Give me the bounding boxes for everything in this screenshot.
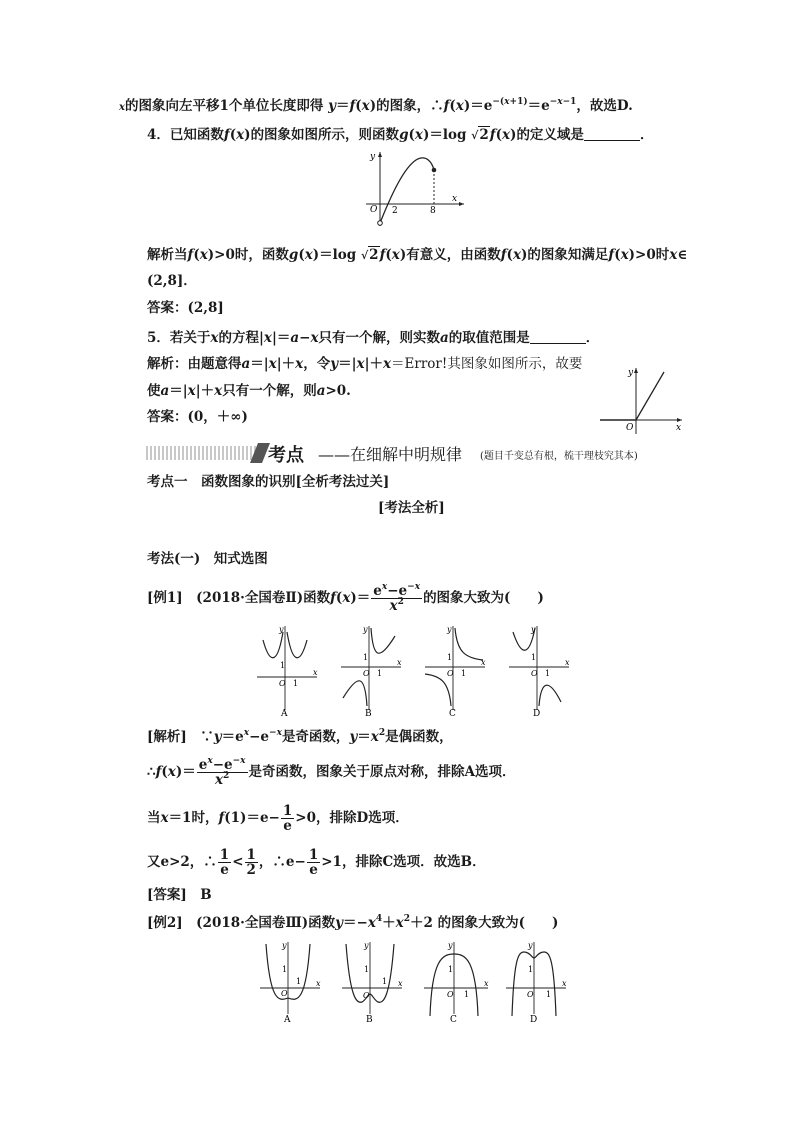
q4-tick-2: 2 [392,206,398,216]
svg-text:x: x [481,658,486,667]
ex1-graph-a [257,625,318,719]
example-1: [例1] (2018·全国卷Ⅱ)函数f(x)＝ $\frac{e^x-e^{-x}}{x^2}$ 的图象大致为( ) [147,582,544,614]
svg-text:1: 1 [448,965,454,974]
ex2-graph-c [424,941,489,1025]
line-1: x的图象向左平移1个单位长度即得 y＝f(x)的图象，$\therefore f(x)=e^{-(x+1)}=e^{-x-1}$，故选D. [119,97,633,114]
svg-text:y: y [364,941,369,950]
ex2-option-graphs [258,940,568,1026]
svg-text:1: 1 [528,965,534,974]
svg-text:x: x [565,658,570,667]
svg-text:y: y [279,625,284,634]
banner-note: (题目千变总有根，梳干理枝究其本) [480,451,638,462]
kaofa-1: 考法(一) 知式选图 [147,551,268,567]
svg-text:O: O [447,669,454,678]
q5-graph [596,364,686,436]
svg-text:1: 1 [293,679,299,688]
svg-text:y: y [363,625,368,634]
svg-text:y: y [282,941,287,950]
question-5: 5．若关于x的方程|x|＝a−x只有一个解，则实数a的取值范围是 ． [147,330,600,346]
banner-title: 考点 [268,445,304,466]
kaodian-1: 考点一 函数图象的识别[全析考法过关] [147,474,390,490]
svg-text:1: 1 [464,990,470,999]
svg-text:1: 1 [546,990,552,999]
svg-text:y: y [448,941,453,950]
ex1-graph-d [509,625,570,719]
q5-answer: 答案：(0，＋∞) [147,409,248,425]
svg-text:1: 1 [282,965,288,974]
svg-text:x: x [397,658,402,667]
svg-text:1: 1 [531,653,537,662]
svg-text:O: O [281,989,288,998]
ex1-option-c: C [449,709,456,719]
svg-text:O: O [527,990,534,999]
svg-text:y: y [447,625,452,634]
q5-origin: O [626,423,634,433]
banner-subtitle: ——在细解中明规律 [318,445,463,464]
banner-slash [250,443,270,463]
svg-text:y: y [531,625,536,634]
q5-xlab: x [676,423,682,433]
ex1-graph-c [425,625,486,719]
svg-text:1: 1 [545,669,551,678]
banner-stripes [146,446,256,460]
svg-text:O: O [531,669,538,678]
svg-text:O: O [363,991,370,1000]
ex2-graph-b [342,941,403,1025]
svg-text:1: 1 [364,965,370,974]
svg-text:1: 1 [382,977,388,986]
ex1-solution-2: ∴f(x)＝ $\frac{e^x-e^{-x}}{x^2}$ 是奇函数，图象关于原点对称，排除A选项． [147,756,516,788]
svg-text:1: 1 [447,653,453,662]
svg-text:1: 1 [461,669,467,678]
ex1-solution-1: [解析] $\because y=e^x-e^{-x}$是奇函数，$y=x^2$是偶函数， [147,728,453,745]
q5-ylab: y [628,368,634,378]
svg-text:x: x [562,979,567,988]
q4-solution-2: (2,8]． [147,273,197,289]
ex1-option-a: A [281,709,288,719]
svg-text:O: O [279,679,286,688]
q4-tick-8: 8 [430,206,436,216]
svg-text:x: x [316,979,321,988]
example-2: [例2] (2018·全国卷Ⅲ)函数$y=-x^4+x^2+2$ 的图象大致为( ) [147,914,559,931]
q5-solution-2: 使a＝|x|＋x只有一个解，则a>0. [147,383,351,399]
section-banner [146,440,676,466]
ex1-graph-b [341,625,402,719]
ex1-solution-3: 当x＝1时，f(1)＝e− $\frac{1}{e}$ >0，排除D选项． [147,803,409,834]
svg-text:O: O [447,990,454,999]
ex1-option-d: D [533,709,541,719]
ex1-answer: [答案] B [147,887,212,903]
q4-graph [360,148,470,228]
ex2-option-a: A [284,1015,291,1025]
svg-text:y: y [528,941,533,950]
svg-text:1: 1 [377,669,383,678]
svg-text:1: 1 [296,977,302,986]
answer-blank-q5[interactable] [530,329,586,344]
question-4: 4．已知函数f(x)的图象如图所示，则函数g(x)＝log √2f(x)的定义域是 ． [147,127,654,143]
kaofa-all: [考法全析] [378,500,445,516]
svg-text:x: x [313,668,318,677]
q4-solution-1: 解析当f(x)>0时，函数g(x)＝log √2f(x)有意义，由函数f(x)的图象知满足f(x)>0时x∈ [147,247,688,263]
svg-text:x: x [484,979,489,988]
svg-text:1: 1 [280,661,286,670]
answer-blank[interactable] [584,126,640,141]
q4-ylab: y [370,152,376,162]
ex1-option-graphs [255,622,575,720]
svg-text:1: 1 [363,653,369,662]
ex2-option-d: D [530,1015,538,1025]
ex2-option-c: C [450,1015,457,1025]
svg-text:O: O [363,669,370,678]
ex2-graph-d [506,941,567,1025]
q4-xlab: x [452,194,458,204]
ex1-solution-4: 又e>2，∴ $\frac{1}{e}$ < $\frac{1}{2}$ ，∴e− $\frac{1}{e}$ >1，排除C选项．故选B． [147,847,486,878]
q4-origin: O [370,205,378,215]
q4-answer: 答案：(2,8] [147,300,224,316]
ex1-option-b: B [365,709,372,719]
svg-text:x: x [398,979,403,988]
q5-solution-1: 解析：由题意得a＝|x|＋x，令y＝|x|＋x＝Error!其图象如图所示，故要 [147,356,583,372]
ex2-option-b: B [366,1015,373,1025]
ex2-graph-a [260,941,321,1025]
